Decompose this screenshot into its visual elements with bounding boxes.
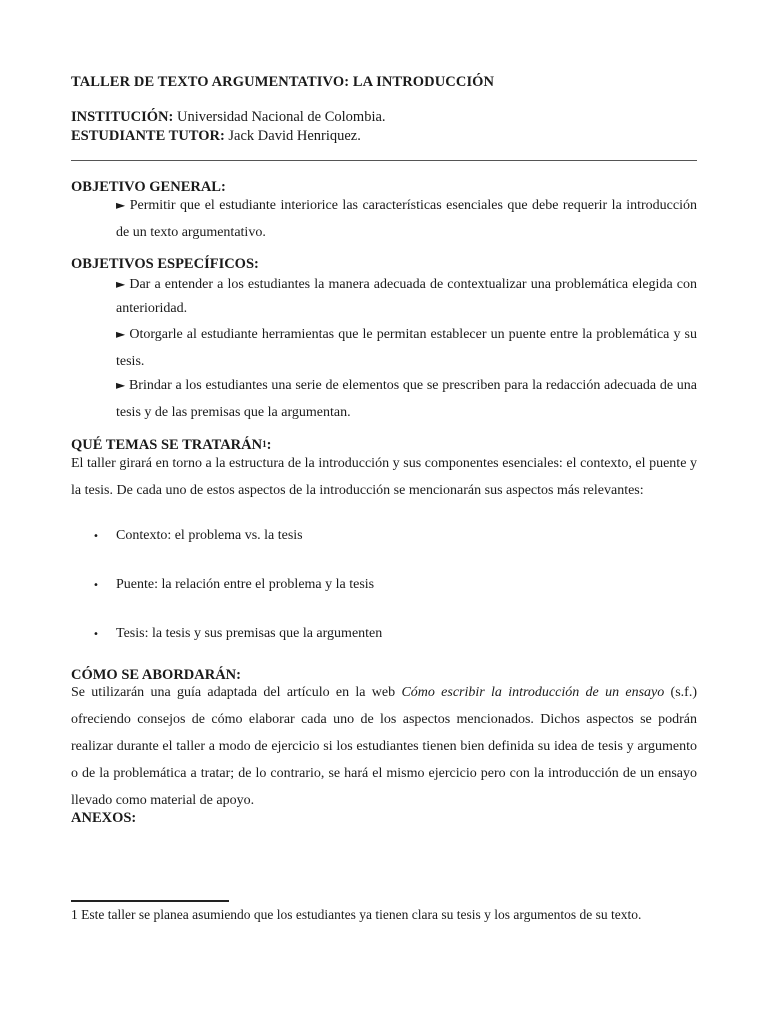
objetivo-especifico-item bbox=[116, 372, 697, 426]
list-item-text: Tesis: la tesis y sus premisas que la argumenten bbox=[116, 626, 383, 641]
objetivos-especificos-heading: OBJETIVOS ESPECÍFICOS: bbox=[71, 256, 259, 272]
bullet-dot-icon: • bbox=[93, 580, 99, 591]
temas-heading-text: QUÉ TEMAS SE TRATARÁN bbox=[71, 437, 263, 453]
tutor-line bbox=[71, 127, 697, 146]
bullet-dot-icon: • bbox=[93, 629, 99, 640]
list-item bbox=[71, 527, 697, 545]
arrow-bullet-icon: ► bbox=[116, 198, 126, 212]
objetivo-especifico-text: Dar a entender a los estudiantes la manera adecuada de contextualizar una problemática elegida con anterioridad. bbox=[116, 277, 697, 316]
tutor-label: ESTUDIANTE TUTOR: bbox=[71, 128, 225, 144]
anexos-heading: ANEXOS: bbox=[71, 810, 137, 826]
objetivo-general-item bbox=[116, 192, 697, 246]
document-page bbox=[71, 72, 697, 827]
footnote: 1 Este taller se planea asumiendo que los estudiantes ya tienen clara su tesis y los argumentos de su texto. bbox=[71, 907, 642, 922]
objetivo-especifico-text: Otorgarle al estudiante herramientas que le permitan establecer un puente entre la problemática y su tesis. bbox=[116, 327, 698, 369]
abordaje-heading: CÓMO SE ABORDARÁN: bbox=[71, 667, 241, 683]
temas-list bbox=[71, 527, 697, 643]
arrow-bullet-icon: ► bbox=[116, 277, 126, 291]
abordaje-text-after: (s.f.) ofreciendo consejos de cómo elaborar cada uno de los aspectos mencionados. Dichos aspectos se podrán realizar durante el taller a modo de ejercicio si los estudiantes tienen bien definida su idea de tesis y argumento o de la problemática a tratar; de lo contrario, se hará el mismo ejercicio pero con la introducción de un ensayo llevado como material de apoyo. bbox=[71, 685, 697, 808]
objetivo-especifico-item bbox=[116, 272, 697, 321]
objetivo-general-text: Permitir que el estudiante interiorice las características esenciales que debe requerir la introducción de un texto argumentativo. bbox=[116, 198, 697, 240]
institution-line bbox=[71, 108, 697, 127]
footnote-divider bbox=[71, 900, 229, 902]
document-title: TALLER DE TEXTO ARGUMENTATIVO: LA INTRODUCCIÓN bbox=[71, 74, 495, 90]
arrow-bullet-icon: ► bbox=[116, 378, 126, 392]
temas-intro: El taller girará en torno a la estructura de la introducción y sus componentes esenciales: el contexto, el puente y la tesis. De cada uno de estos aspectos de la introducción se mencionarán sus aspectos más relevantes: bbox=[71, 456, 697, 498]
arrow-bullet-icon: ► bbox=[116, 327, 126, 341]
objetivo-general-heading: OBJETIVO GENERAL: bbox=[71, 179, 226, 195]
objetivos-especificos-list bbox=[71, 272, 697, 426]
list-item-text: Puente: la relación entre el problema y la tesis bbox=[116, 577, 375, 592]
institution-value: Universidad Nacional de Colombia. bbox=[173, 109, 386, 125]
temas-heading-suffix: : bbox=[266, 437, 272, 453]
document-meta bbox=[71, 108, 697, 146]
header-divider bbox=[71, 160, 697, 161]
article-title: Cómo escribir la introducción de un ensayo bbox=[401, 685, 665, 700]
bullet-dot-icon: • bbox=[93, 531, 99, 542]
objetivo-especifico-text: Brindar a los estudiantes una serie de elementos que se prescriben para la redacción adecuada de una tesis y de las premisas que la argumentan. bbox=[116, 378, 698, 420]
list-item-text: Contexto: el problema vs. la tesis bbox=[116, 528, 303, 543]
footnote-reference[interactable]: 1 bbox=[262, 439, 267, 449]
list-item bbox=[71, 576, 697, 594]
abordaje-text-before: Se utilizarán una guía adaptada del artículo en la web bbox=[71, 685, 402, 700]
tutor-value: Jack David Henriquez. bbox=[224, 128, 361, 144]
list-item bbox=[71, 625, 697, 643]
abordaje-paragraph bbox=[71, 679, 697, 814]
institution-label: INSTITUCIÓN: bbox=[71, 109, 174, 125]
objetivo-especifico-item bbox=[116, 321, 697, 375]
